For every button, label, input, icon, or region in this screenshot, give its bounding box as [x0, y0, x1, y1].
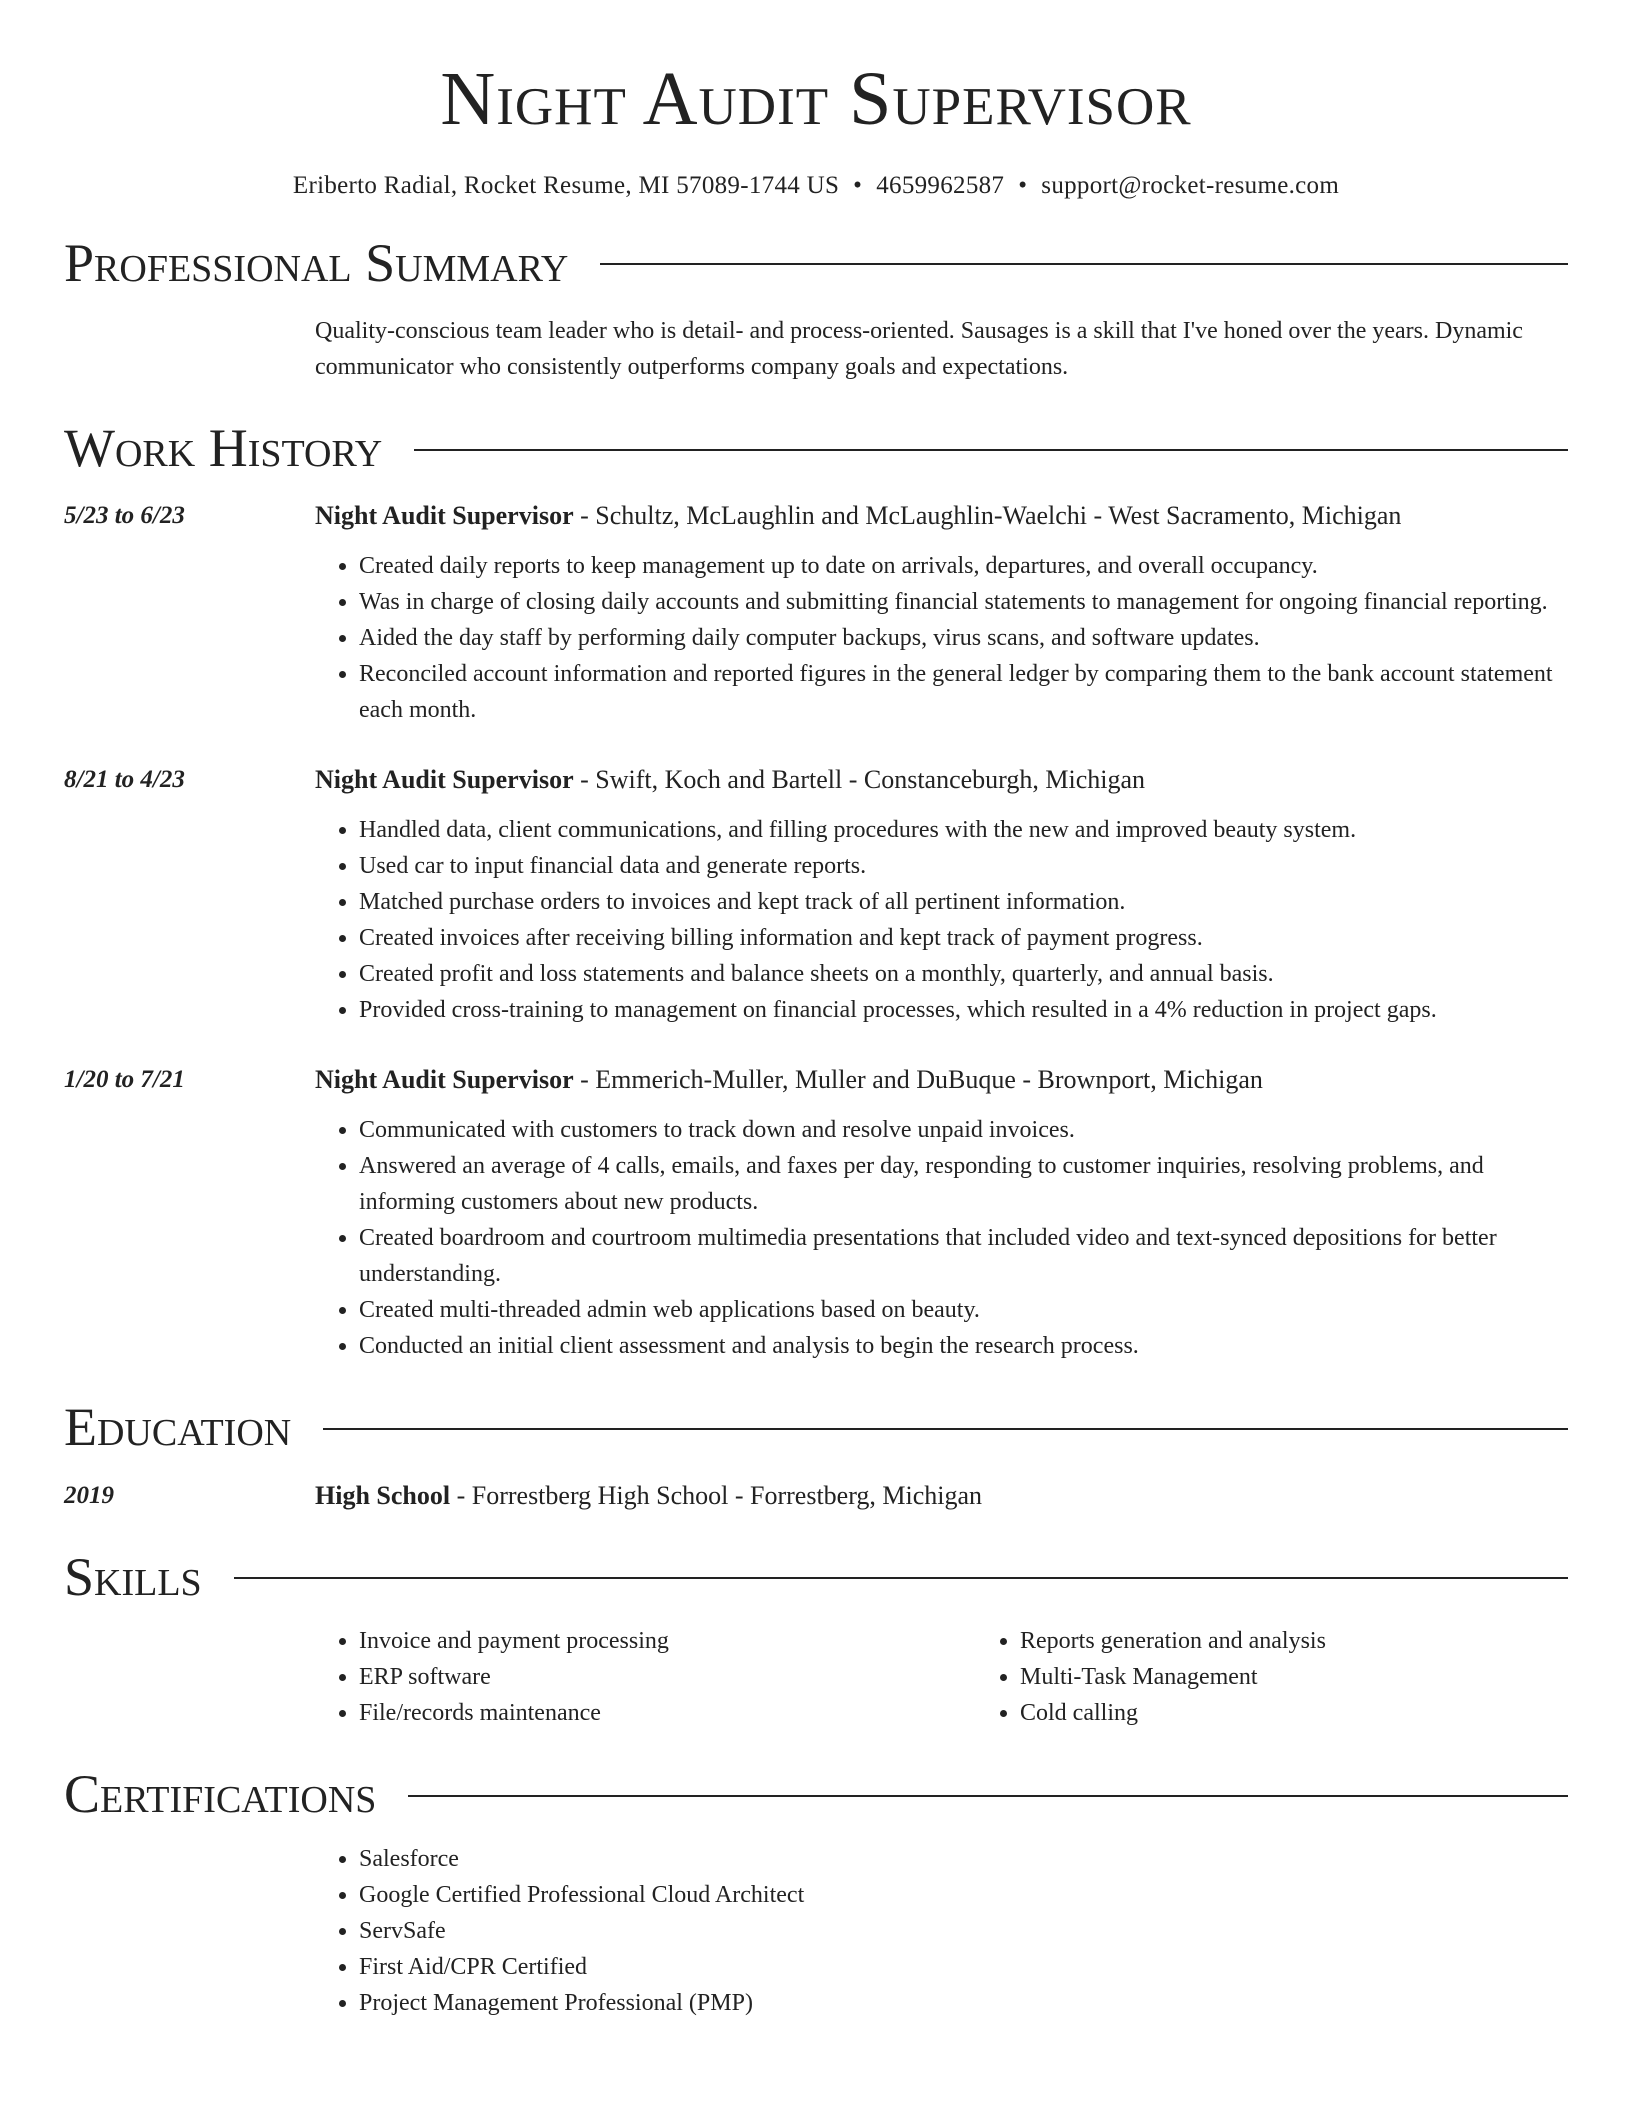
job-bullet: • Created multi-threaded admin web applications based on beauty. [359, 1292, 1568, 1328]
section-title-skills: Skills [64, 1546, 202, 1607]
certifications-row [64, 1825, 1568, 2021]
skills-list-right [976, 1623, 1632, 1731]
section-title-education: Education [64, 1397, 292, 1458]
certification-item: • Salesforce [359, 1841, 1568, 1877]
job-dates: 5/23 to 6/23 [64, 502, 185, 530]
certification-item: • Project Management Professional (PMP) [359, 1985, 1568, 2021]
section-header-education [64, 1398, 1568, 1457]
job-bullet: • Conducted an initial client assessment and analysis to begin the research process. [359, 1328, 1568, 1364]
certification-item: • ServSafe [359, 1913, 1568, 1949]
job-bullet: • Aided the day staff by performing daily computer backups, virus scans, and software updates. [359, 620, 1568, 656]
education-year: 2019 [64, 1481, 114, 1509]
section-divider [414, 449, 1568, 451]
job-bullet: • Created boardroom and courtroom multimedia presentations that included video and text-synced depositions for better understanding. [359, 1220, 1568, 1292]
section-header-certifications [64, 1765, 1568, 1824]
job-bullet: • Matched purchase orders to invoices and kept track of all pertinent information. [359, 884, 1568, 920]
job-header [315, 498, 1568, 534]
certifications-list [315, 1841, 1568, 2021]
job-bullet: • Used car to input financial data and generate reports. [359, 848, 1568, 884]
job-bullets [315, 548, 1568, 728]
section-header-work-history [64, 419, 1568, 478]
job-bullet: • Was in charge of closing daily accounts and submitting financial statements to management for ongoing financial reporting. [359, 584, 1568, 620]
certification-item: • Google Certified Professional Cloud Architect [359, 1877, 1568, 1913]
summary-text: Quality-conscious team leader who is detail- and process-oriented. Sausages is a skill that I've honed over the years. Dynamic communicator who consistently outperforms company goals and expectations. [315, 317, 1523, 380]
certification-item: • First Aid/CPR Certified [359, 1949, 1568, 1985]
job-bullet: • Handled data, client communications, and filling procedures with the new and improved beauty system. [359, 812, 1568, 848]
job-entry [64, 762, 1568, 1028]
skill-item: • ERP software [359, 1659, 976, 1695]
job-dates: 8/21 to 4/23 [64, 766, 185, 794]
section-header-summary [64, 234, 1568, 293]
section-title-work-history: Work History [64, 417, 383, 478]
job-header [315, 1062, 1568, 1098]
job-role: Night Audit Supervisor [315, 1065, 574, 1095]
skill-item: • Cold calling [1020, 1695, 1632, 1731]
skill-item: • Invoice and payment processing [359, 1623, 976, 1659]
section-header-skills [64, 1548, 1568, 1607]
contact-phone: 4659962587 [876, 171, 1005, 199]
section-divider [408, 1795, 1568, 1797]
job-role: Night Audit Supervisor [315, 765, 574, 795]
section-divider [234, 1577, 1568, 1579]
job-bullets [315, 1112, 1568, 1364]
skills-grid [315, 1607, 1632, 1731]
section-divider [600, 263, 1568, 265]
job-bullet: • Reconciled account information and reported figures in the general ledger by comparing them to the bank account statement each month. [359, 656, 1568, 728]
skill-item: • File/records maintenance [359, 1695, 976, 1731]
contact-address: Eriberto Radial, Rocket Resume, MI 57089-1744 US [292, 171, 840, 199]
job-entry [64, 498, 1568, 728]
skill-item: • Reports generation and analysis [1020, 1623, 1632, 1659]
page-title: Night Audit Supervisor [440, 57, 1192, 141]
summary-row [64, 293, 1568, 385]
section-divider [323, 1428, 1568, 1430]
skills-row [64, 1607, 1568, 1731]
skill-item: • Multi-Task Management [1020, 1659, 1632, 1695]
job-employer-location: - Swift, Koch and Bartell - Constanceburgh, Michigan [573, 765, 1146, 795]
skills-list-left [315, 1623, 976, 1731]
contact-email[interactable]: support@rocket-resume.com [1041, 171, 1340, 199]
job-entry [64, 1062, 1568, 1364]
education-entry [64, 1478, 1568, 1514]
education-school: - Forrestberg High School - Forrestberg, Michigan [450, 1480, 983, 1510]
job-bullet: • Answered an average of 4 calls, emails, and faxes per day, responding to customer inquiries, resolving problems, and informing customers about new products. [359, 1148, 1568, 1220]
job-bullet: • Created daily reports to keep management up to date on arrivals, departures, and overall occupancy. [359, 548, 1568, 584]
contact-separator: • [853, 171, 863, 199]
job-employer-location: - Schultz, McLaughlin and McLaughlin-Waelchi - West Sacramento, Michigan [573, 501, 1402, 531]
job-bullet: • Created profit and loss statements and balance sheets on a monthly, quarterly, and annual basis. [359, 956, 1568, 992]
job-employer-location: - Emmerich-Muller, Muller and DuBuque - Brownport, Michigan [573, 1065, 1263, 1095]
job-bullet: • Provided cross-training to management on financial processes, which resulted in a 4% reduction in project gaps. [359, 992, 1568, 1028]
job-bullet: • Created invoices after receiving billing information and kept track of payment progress. [359, 920, 1568, 956]
job-bullet: • Communicated with customers to track down and resolve unpaid invoices. [359, 1112, 1568, 1148]
job-bullets [315, 812, 1568, 1028]
education-detail [315, 1478, 1568, 1514]
job-header [315, 762, 1568, 798]
contact-line [64, 172, 1568, 200]
job-dates: 1/20 to 7/21 [64, 1066, 185, 1094]
education-degree: High School [315, 1480, 451, 1510]
section-title-summary: Professional Summary [64, 232, 569, 293]
job-role: Night Audit Supervisor [315, 501, 574, 531]
contact-separator: • [1018, 171, 1028, 199]
section-title-certifications: Certifications [64, 1764, 377, 1825]
